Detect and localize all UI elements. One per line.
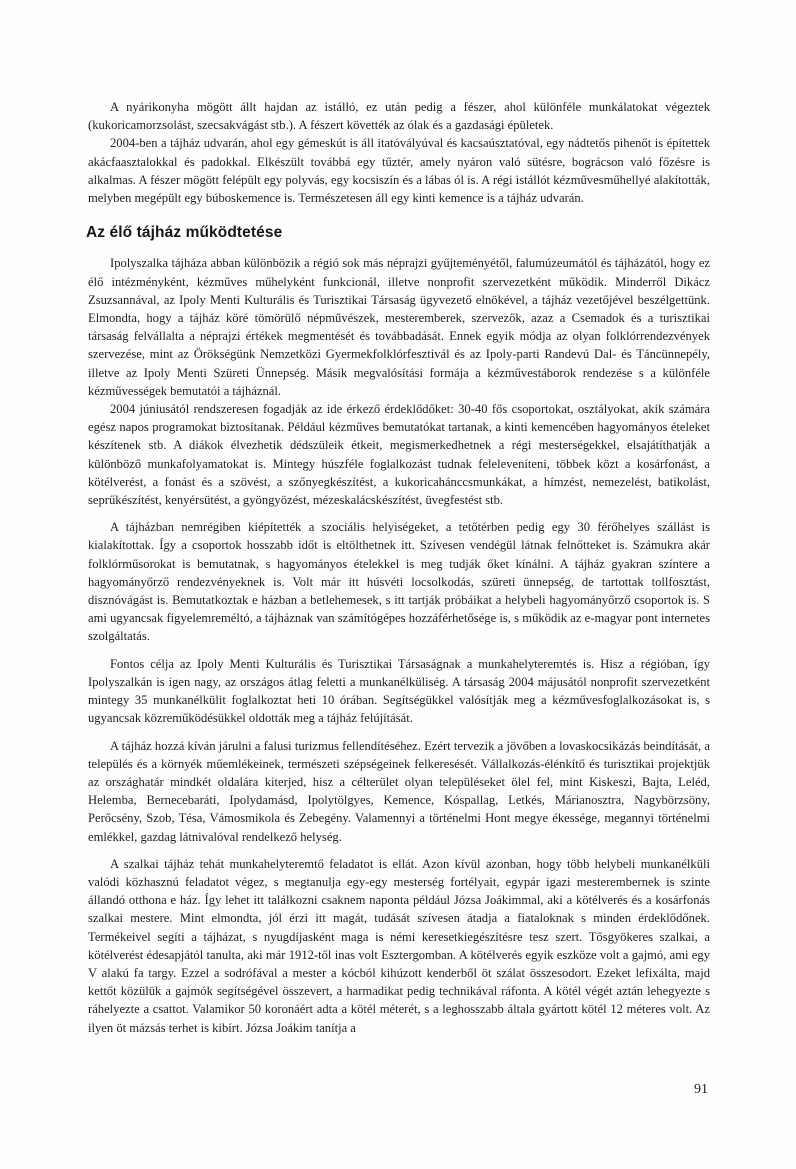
- body-paragraph-4: Fontos célja az Ipoly Menti Kulturális és Turisztikai Társaságnak a munkahelyteremtés is. Hisz a régióban, így Ipolyszalkán is igen nagy, az országos átlag feletti a munkanélküliség. A társaság 2004 májusától nonprofit szervezetként mintegy 35 munkanélkülit foglalkoztat heti 10 órában. Segítségükkel valósítják meg a kézművesfoglalkozásokat is, s ugyancsak közreműködésükkel oldották meg a tájház felújítását.: [88, 656, 710, 726]
- section-heading: Az élő tájház működtetése: [86, 224, 283, 242]
- body-paragraph-3: A tájházban nemrégiben kiépítették a szociális helyiségeket, a tetőtérben pedig egy 30 férőhelyes szállást is kialakítottak. Így a csoportok hosszabb időt is eltölthetnek itt. Szívesen vendégül látnak felnőtteket is. Számukra akár folklórműsorokat is bemutatnak, s hagyományos ételekkel is meg tudják őket kínálni. A tájház gyakran színtere a hagyományőrző rendezvényeknek is. Volt már itt húsvéti locsolkodás, szüreti ünnepség, de tartottak tollfosztást, disznóvágást is. Bemutatkoztak e házban a betlehemesek, s itt tartják próbáikat a helybeli hagyományőrző csoportok is. S ami ugyancsak figyelemreméltó, a tájháznak van számítógépes hozzáférhetősége is, s működik az e-magyar pont internetes szolgáltatás.: [88, 520, 710, 644]
- body-paragraph-1: Ipolyszalka tájháza abban különbözik a régió sok más néprajzi gyűjteményétől, falumúzeumától és tájházától, hogy ez élő intézményként, kézműves műhelyként funkcionál, illetve nonprofit szervezetként működik. Minderről Dikácz Zsuzsannával, az Ipoly Menti Kulturális és Turisztikai Társaság ügyvezető elnökével, a tájház vezetőjével beszélgettünk. Elmondta, hogy a tájház köré tömörülő népművészek, mesteremberek, szervezők, azaz a Csemadok és a turisztikai társaság felvállalta a néprajzi értékek megmentését és továbbadását. Ennek egyik módja az olyan folklórrendezvények szervezése, mint az Örökségünk Nemzetközi Gyermekfolklórfesztivál és az Ipoly-parti Randevú Dal- és Táncünnepély, illetve az Ipoly Menti Szüreti Ünnepség. Másik megvalósítási formája a kézművestáborok rendezése s a különféle kézművességek bemutatói a tájháznál.: [88, 256, 710, 398]
- page-number: 91: [694, 1082, 708, 1097]
- page-content: [88, 98, 710, 1037]
- body-paragraph-2: 2004 júniusától rendszeresen fogadják az ide érkező érdeklődőket: 30-40 fős csoportokat, osztályokat, akik számára egész napos programokat biztosítanak. Például kézműves bemutatókat tartanak, a kinti kemencében hagyományos ételeket készítenek stb. A diákok élvezhetik dédszüleik étkeit, megismerkedhetnek a régi mesterségekkel, elsajátíthatják a különböző munkafolyamatokat is. Mintegy húszféle foglalkozást tudnak feleleveníteni, többek közt a kosárfonást, a kötélverést, a fonást és a szövést, a szőnyegkészítést, a kukoricahánccsmunkákat, a hímzést, nemezelést, batikolást, seprűkészítést, kenyérsütést, a gyöngyözést, mézeskalácskészítést, üvegfestést stb.: [88, 402, 710, 508]
- body-paragraph-5: A tájház hozzá kíván járulni a falusi turizmus fellendítéséhez. Ezért tervezik a jövőben a lovaskocsikázás beindítását, a település és a környék műemlékeinek, természeti szépségeinek felkeresését. Vállalkozás-élénkítő és turisztikai projektjük az országhatár mindkét oldalára kiterjed, hisz a célterület olyan településeket ölel fel, mint Kiskeszi, Bajta, Leléd, Helemba, Bernecebaráti, Ipolydamásd, Ipolytölgyes, Kemence, Kóspallag, Letkés, Márianosztra, Nagybörzsöny, Perőcsény, Szob, Tésa, Vámosmikola és Zebegény. Valamennyi a történelmi Hont megye ékessége, megannyi történelmi emlékkel, gazdag látnivalóval rendelkező helység.: [88, 738, 710, 844]
- body-paragraph-6: A szalkai tájház tehát munkahelyteremtő feladatot is ellát. Azon kívül azonban, hogy több helybeli munkanélküli valódi közhasznú feladatot végez, s megtanulja egy-egy mesterség fortélyait, egypár igazi mesterembernek is szinte állandó otthona e ház. Így lehet itt találkozni csaknem naponta például Józsa Joákimmal, aki a kötélverés és a kosárfonás szalkai mestere. Mint elmondta, jól érzi itt magát, tudását szívesen átadja a fiataloknak s minden érdeklődőnek. Termékeivel segíti a tájházat, s nyugdíjasként maga is némi keresetkiegészítésre tesz szert. Tősgyökeres szalkai, a kötélverést édesapjától tanulta, aki már 1912-től inas volt Esztergomban. A kötélverés egyik eszköze volt a gajmó, ami egy V alakú fa targy. Ezzel a sodrófával a mester a kócból kihúzott kenderből öt szálat összesodort. Ezeket lefixálta, majd kettőt közülük a gajmók segítségével összevert, a harmadikat pedig technikával ráfonta. A kötél végét aztán lehegyezte s ráhelyezte a csattot. Valamikor 50 koronáért adta a kötél méterét, s a leghosszabb általa gyártott kötél 12 méteres volt. Az ilyen öt mázsás terhet is kibírt. Józsa Joákim tanítja a: [88, 856, 710, 1035]
- intro-paragraph-2: 2004-ben a tájház udvarán, ahol egy gémeskút is áll itatóvályúval és kacsaúsztatóval, egy nádtetős pihenőt is építettek akácfaasztalokkal és padokkal. Elkészült továbbá egy tűztér, amely nyáron való sütésre, bográcson való főzésre is alkalmas. A fészer mögött felépült egy polyvás, egy kocsiszín és a lábas ól is. A régi istállót kézművesműhellyé alakították, melyben megépült egy búboskemence is. Természetesen áll egy kinti kemence is a tájház udvarán.: [88, 136, 710, 206]
- intro-paragraph-1: A nyárikonyha mögött állt hajdan az istálló, ez után pedig a fészer, ahol különféle munkálatokat végeztek (kukoricamorzsolást, szecsakvágást stb.). A fészert követték az ólak és a gazdasági épületek.: [88, 100, 710, 133]
